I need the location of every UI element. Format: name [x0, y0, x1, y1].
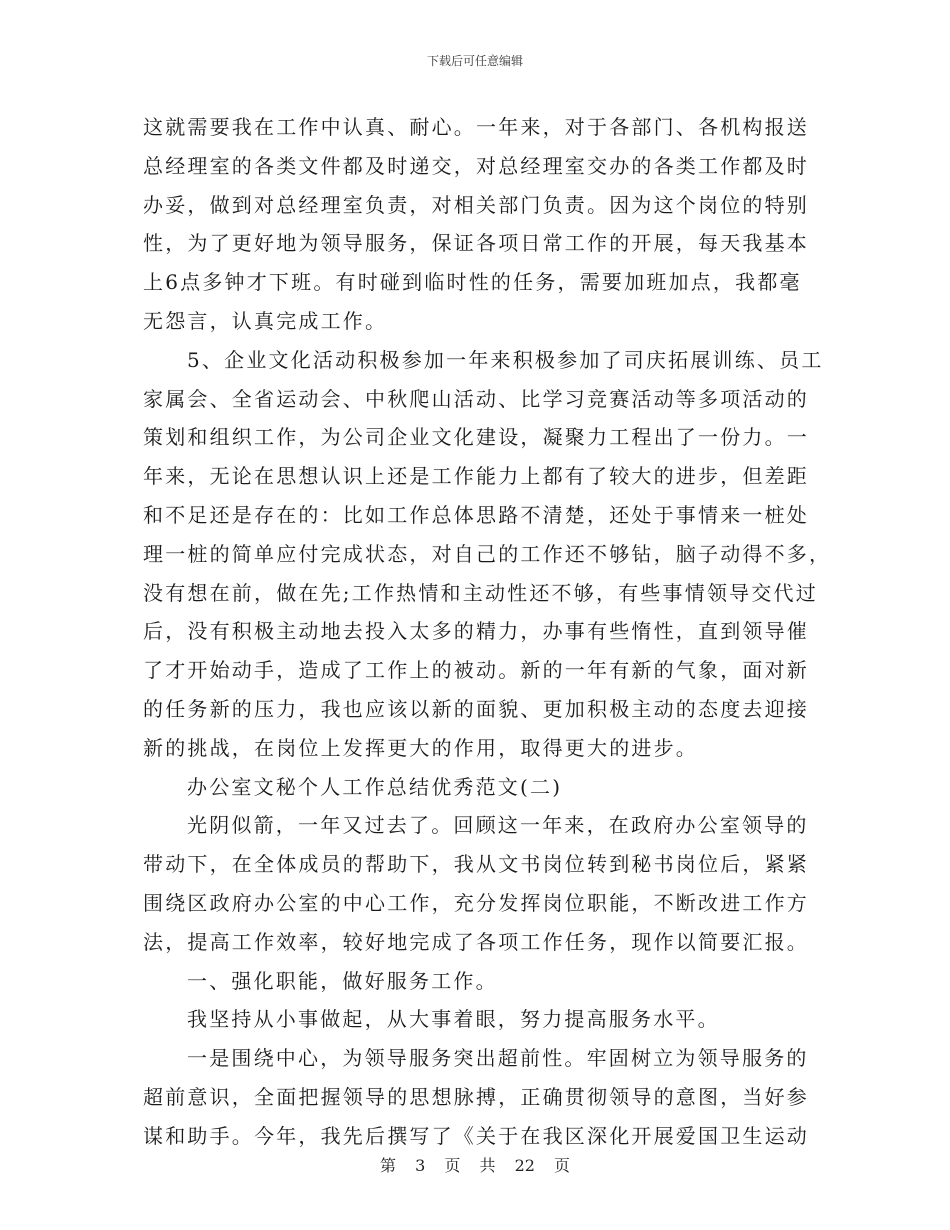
text-line: 策划和组织工作，为公司企业文化建设，凝聚力工程出了一份力。一: [143, 425, 809, 450]
text-line: 光阴似箭，一年又过去了。回顾这一年来，在政府办公室领导的: [187, 813, 809, 838]
page-header: 下载后可任意编辑: [426, 54, 523, 68]
text-line: 理一桩的简单应付完成状态，对自己的工作还不够钻，脑子动得不多，: [143, 541, 832, 566]
footer-page-word: 页: [444, 1156, 461, 1175]
text-line: 总经理室的各类文件都及时递交，对总经理室交办的各类工作都及时: [143, 153, 809, 178]
footer-prefix: 第: [379, 1156, 396, 1175]
text-line: 和不足还是存在的：比如工作总体思路不清楚，还处于事情来一桩处: [143, 502, 809, 527]
document-body: [143, 108, 832, 1156]
text-line: 围绕区政府办公室的中心工作，充分发挥岗位职能，不断改进工作方: [143, 890, 809, 915]
text-line: 家属会、全省运动会、中秋爬山活动、比学习竞赛活动等多项活动的: [143, 386, 809, 411]
text-line: 这就需要我在工作中认真、耐心。一年来，对于各部门、各机构报送: [143, 115, 809, 139]
text-line: 5、企业文化活动积极参加一年来积极参加了司庆拓展训练、员工: [187, 347, 824, 372]
footer-suffix: 页: [554, 1156, 571, 1175]
text-line: 我坚持从小事做起，从大事着眼，努力提高服务水平。: [187, 1007, 720, 1032]
text-line: 性，为了更好地为领导服务，保证各项日常工作的开展，每天我基本: [143, 231, 809, 256]
text-line: 新的挑战，在岗位上发挥更大的作用，取得更大的进步。: [143, 735, 698, 760]
text-line: 一是围绕中心，为领导服务突出超前性。牢固树立为领导服务的: [187, 1046, 809, 1071]
footer-current-page: 3: [415, 1156, 426, 1175]
text-line: 法，提高工作效率，较好地完成了各项工作任务，现作以简要汇报。: [143, 929, 809, 954]
footer-total-pages: 22: [514, 1156, 535, 1175]
text-line: 超前意识，全面把握领导的思想脉搏，正确贯彻领导的意图，当好参: [143, 1084, 809, 1109]
page-footer: [0, 1153, 950, 1176]
text-line: 无怨言，认真完成工作。: [143, 308, 388, 333]
text-line: 谋和助手。今年，我先后撰写了《关于在我区深化开展爱国卫生运动: [143, 1123, 809, 1148]
footer-total-word: 共: [479, 1156, 496, 1175]
text-line: 的任务新的压力，我也应该以新的面貌、更加积极主动的态度去迎接: [143, 696, 809, 721]
text-line: 办公室文秘个人工作总结优秀范文(二): [187, 774, 563, 799]
text-line: 一、强化职能，做好服务工作。: [187, 968, 498, 993]
text-line: 没有想在前，做在先;工作热情和主动性还不够，有些事情领导交代过: [143, 580, 818, 605]
text-line: 上6点多钟才下班。有时碰到临时性的任务，需要加班加点，我都毫: [143, 270, 802, 295]
text-line: 年来，无论在思想认识上还是工作能力上都有了较大的进步，但差距: [143, 464, 809, 489]
text-line: 带动下，在全体成员的帮助下，我从文书岗位转到秘书岗位后，紧紧: [143, 852, 809, 877]
text-line: 了才开始动手，造成了工作上的被动。新的一年有新的气象，面对新: [143, 658, 809, 683]
text-line: 办妥，做到对总经理室负责，对相关部门负责。因为这个岗位的特别: [143, 192, 809, 217]
text-line: 后，没有积极主动地去投入太多的精力，办事有些惰性，直到领导催: [143, 619, 809, 644]
